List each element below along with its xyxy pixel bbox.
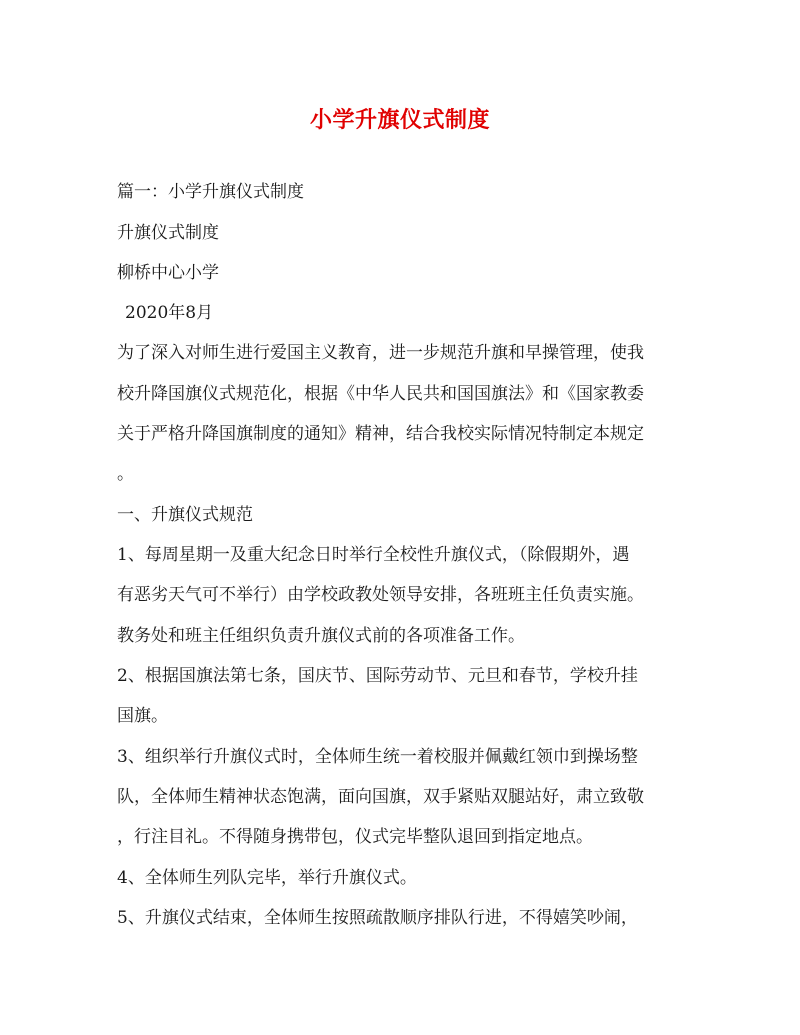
text-line: 1、每周星期一及重大纪念日时举行全校性升旗仪式，（除假期外，遇 — [117, 545, 630, 565]
text-line: 。 — [117, 464, 134, 484]
text-line: 有恶劣天气可不举行）由学校政教处领导安排，各班班主任负责实施。 — [117, 585, 644, 605]
text-line: 2、根据国旗法第七条，国庆节、国际劳动节、元旦和春节，学校升挂 — [117, 666, 638, 686]
text-line: 3、组织举行升旗仪式时，全体师生统一着校服并佩戴红领巾到操场整 — [117, 747, 638, 767]
section-heading: 一、升旗仪式规范 — [117, 505, 253, 525]
text-line: 柳桥中心小学 — [117, 263, 219, 283]
text-line: 为了深入对师生进行爱国主义教育，进一步规范升旗和早操管理，使我 — [117, 343, 644, 363]
text-line: 2020年8月 — [125, 303, 214, 323]
text-line: 国旗。 — [117, 706, 168, 726]
text-line: 队，全体师生精神状态饱满，面向国旗，双手紧贴双腿站好，肃立致敬 — [117, 787, 644, 807]
text-line: 4、全体师生列队完毕，举行升旗仪式。 — [117, 868, 417, 888]
text-line: 关于严格升降国旗制度的通知》精神，结合我校实际情况特制定本规定 — [117, 424, 644, 444]
text-line: 5、升旗仪式结束，全体师生按照疏散顺序排队行进，不得嬉笑吵闹， — [117, 908, 638, 928]
text-line: 升旗仪式制度 — [117, 223, 219, 243]
text-line: 校升降国旗仪式规范化，根据《中华人民共和国国旗法》和《国家教委 — [117, 384, 644, 404]
text-line: ，行注目礼。不得随身携带包，仪式完毕整队退回到指定地点。 — [117, 827, 593, 847]
document-title: 小学升旗仪式制度 — [309, 107, 490, 133]
text-line: 篇一：小学升旗仪式制度 — [117, 182, 304, 202]
text-line: 教务处和班主任组织负责升旗仪式前的各项准备工作。 — [117, 626, 525, 646]
